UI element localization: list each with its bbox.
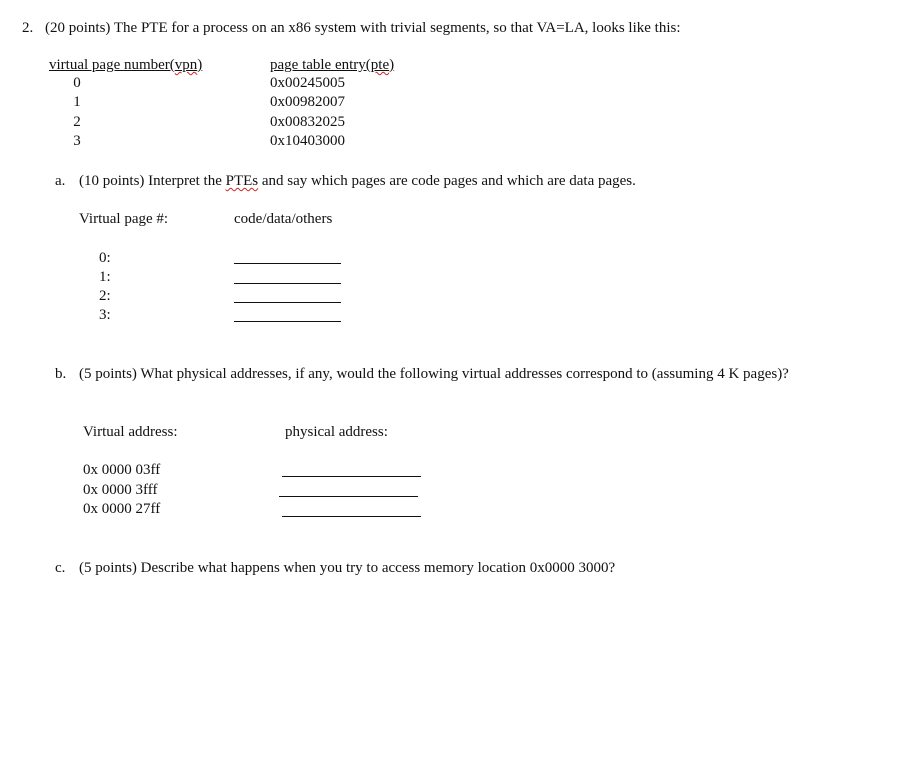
- vpn-column-header: [49, 56, 202, 74]
- vpn-cell: 0: [73, 75, 81, 91]
- page-label: 2:: [99, 288, 111, 304]
- part-a-text-after: and say which pages are code pages and which are data pages.: [258, 173, 636, 189]
- pte-cell: 0x00832025: [270, 114, 345, 130]
- part-a-right-header: code/data/others: [234, 211, 333, 227]
- part-a-ptes-word: PTEs: [225, 173, 259, 189]
- pte-header-abbr: pte: [370, 57, 390, 73]
- virtual-address: 0x 0000 03ff: [83, 462, 161, 478]
- vpn-header-prefix: virtual page number(: [49, 57, 175, 73]
- answer-blank[interactable]: [279, 496, 418, 497]
- pte-cell: 0x10403000: [270, 133, 345, 149]
- vpn-header-suffix: ): [197, 57, 203, 73]
- answer-blank[interactable]: [234, 263, 341, 264]
- part-b-right-header: physical address:: [285, 424, 388, 440]
- answer-blank[interactable]: [282, 476, 421, 477]
- vpn-cell: 1: [73, 94, 81, 110]
- vpn-cell: 2: [73, 114, 81, 130]
- pte-column-header: [270, 56, 394, 74]
- part-a-text-before: (10 points) Interpret the: [79, 173, 226, 189]
- pte-header-prefix: page table entry(: [270, 57, 371, 73]
- part-b-left-header: Virtual address:: [83, 424, 178, 440]
- part-b-text: (5 points) What physical addresses, if any, would the following virtual addresses correspond to (assuming 4 K pages)?: [79, 366, 789, 382]
- vpn-header-abbr: vpn: [174, 57, 198, 73]
- part-a-text: [79, 172, 636, 190]
- part-a-label: a.: [55, 173, 66, 189]
- page-label: 3:: [99, 307, 111, 323]
- virtual-address: 0x 0000 3fff: [83, 482, 158, 498]
- part-c-label: c.: [55, 560, 66, 576]
- part-b-label: b.: [55, 366, 67, 382]
- vpn-cell: 3: [73, 133, 81, 149]
- question-number: 2.: [22, 20, 34, 36]
- answer-blank[interactable]: [234, 321, 341, 322]
- part-a-left-header: Virtual page #:: [79, 211, 169, 227]
- part-c-text: (5 points) Describe what happens when you try to access memory location 0x0000 3000?: [79, 560, 616, 576]
- answer-blank[interactable]: [234, 283, 341, 284]
- pte-header-suffix: ): [389, 57, 395, 73]
- page-label: 1:: [99, 269, 111, 285]
- answer-blank[interactable]: [234, 302, 341, 303]
- pte-cell: 0x00245005: [270, 75, 345, 91]
- pte-cell: 0x00982007: [270, 94, 345, 110]
- page-label: 0:: [99, 250, 111, 266]
- virtual-address: 0x 0000 27ff: [83, 501, 161, 517]
- answer-blank[interactable]: [282, 516, 421, 517]
- question-prompt: (20 points) The PTE for a process on an x86 system with trivial segments, so that VA=LA, looks like this:: [45, 20, 681, 36]
